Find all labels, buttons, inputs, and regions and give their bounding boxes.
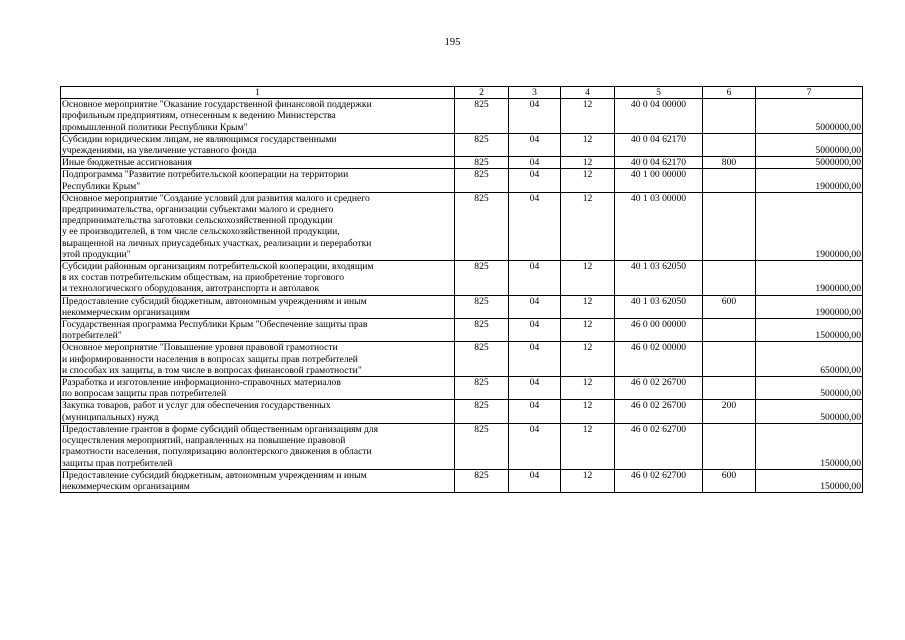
target-article-cell: 46 0 02 00000: [615, 342, 703, 377]
expense-type-cell: [703, 99, 756, 134]
section-code-cell: 04: [509, 423, 561, 469]
row-name-line: этой продукции": [62, 248, 131, 260]
section-code-cell: 04: [509, 377, 561, 400]
subsection-code-cell: 12: [561, 169, 615, 192]
row-name-line: Республики Крым": [62, 180, 141, 192]
row-name-line: грамотности населения, популяризацию волонтерского движения в области: [62, 446, 372, 458]
amount-cell: 650000,00: [756, 342, 863, 377]
table-row: [61, 319, 863, 342]
row-name-line: Субсидии районным организациям потребительской кооперации, входящим: [62, 261, 374, 273]
grbs-code-cell: 825: [455, 157, 509, 169]
grbs-code-cell: 825: [455, 169, 509, 192]
amount-cell: 1900000,00: [756, 192, 863, 260]
amount-cell: 5000000,00: [756, 99, 863, 134]
row-name-line: Разработка и изготовление информационно-справочных материалов: [62, 377, 341, 389]
section-code-cell: 04: [509, 261, 561, 296]
row-name-line: Основное мероприятие "Оказание государственной финансовой поддержки: [62, 99, 372, 111]
row-name-cell: [61, 400, 455, 423]
row-name-line: и информированности населения в вопросах защиты прав потребителей: [62, 353, 358, 365]
row-name-cell: [61, 423, 455, 469]
table-row: [61, 192, 863, 260]
target-article-cell: 46 0 02 26700: [615, 400, 703, 423]
row-name-line: у ее производителей, в том числе сельскохозяйственной продукции,: [62, 226, 340, 238]
target-article-cell: 46 0 00 00000: [615, 319, 703, 342]
target-article-cell: 40 1 03 00000: [615, 192, 703, 260]
amount-cell: 5000000,00: [756, 133, 863, 156]
subsection-code-cell: 12: [561, 319, 615, 342]
table-row: [61, 469, 863, 492]
section-code-cell: 04: [509, 469, 561, 492]
row-name-line: (муниципальных) нужд: [62, 411, 159, 423]
table-row: [61, 423, 863, 469]
target-article-cell: 40 1 00 00000: [615, 169, 703, 192]
row-name-cell: [61, 295, 455, 318]
budget-table: [60, 86, 863, 493]
column-header-row: [61, 87, 863, 99]
target-article-cell: 40 1 03 62050: [615, 295, 703, 318]
section-code-cell: 04: [509, 99, 561, 134]
target-article-cell: 46 0 02 26700: [615, 377, 703, 400]
grbs-code-cell: 825: [455, 319, 509, 342]
row-name-cell: [61, 342, 455, 377]
table-row: [61, 99, 863, 134]
grbs-code-cell: 825: [455, 377, 509, 400]
grbs-code-cell: 825: [455, 400, 509, 423]
row-name-line: Закупка товаров, работ и услуг для обеспечения государственных: [62, 400, 331, 412]
table-row: [61, 157, 863, 169]
target-article-cell: 40 0 04 00000: [615, 99, 703, 134]
row-name-line: Государственная программа Республики Крым "Обеспечение защиты прав: [62, 319, 368, 331]
subsection-code-cell: 12: [561, 342, 615, 377]
row-name-line: защиты прав потребителей: [62, 457, 173, 469]
expense-type-cell: 600: [703, 469, 756, 492]
expense-type-cell: [703, 377, 756, 400]
grbs-code-cell: 825: [455, 261, 509, 296]
expense-type-cell: 200: [703, 400, 756, 423]
row-name-cell: [61, 133, 455, 156]
target-article-cell: 46 0 02 62700: [615, 469, 703, 492]
table-body: [61, 99, 863, 493]
row-name-line: Иные бюджетные ассигнования: [62, 157, 192, 169]
column-header: 6: [703, 87, 756, 99]
row-name-line: Субсидии юридическим лицам, не являющимся государственными: [62, 133, 337, 145]
row-name-line: предпринимательства заготовки сельскохозяйственной продукции: [62, 215, 333, 227]
amount-cell: 1900000,00: [756, 169, 863, 192]
row-name-line: и технологического оборудования, автотранспорта и автолавок: [62, 283, 320, 295]
row-name-line: предпринимательства, организации субъектами малого и среднего: [62, 204, 334, 216]
row-name-cell: [61, 99, 455, 134]
table-row: [61, 169, 863, 192]
expense-type-cell: [703, 342, 756, 377]
row-name-line: Предоставление субсидий бюджетным, автономным учреждениям и иным: [62, 295, 367, 307]
row-name-cell: [61, 469, 455, 492]
grbs-code-cell: 825: [455, 133, 509, 156]
target-article-cell: 40 0 04 62170: [615, 133, 703, 156]
subsection-code-cell: 12: [561, 133, 615, 156]
amount-cell: 5000000,00: [756, 157, 863, 169]
row-name-line: Подпрограмма "Развитие потребительской кооперации на территории: [62, 169, 349, 181]
subsection-code-cell: 12: [561, 423, 615, 469]
expense-type-cell: [703, 261, 756, 296]
subsection-code-cell: 12: [561, 469, 615, 492]
row-name-cell: [61, 169, 455, 192]
table-row: [61, 377, 863, 400]
row-name-line: Предоставление субсидий бюджетным, автономным учреждениям и иным: [62, 469, 367, 481]
subsection-code-cell: 12: [561, 261, 615, 296]
section-code-cell: 04: [509, 295, 561, 318]
subsection-code-cell: 12: [561, 295, 615, 318]
table-row: [61, 400, 863, 423]
row-name-line: Предоставление грантов в форме субсидий общественным организациям для: [62, 423, 379, 435]
row-name-line: некоммерческим организациям: [62, 480, 190, 492]
grbs-code-cell: 825: [455, 192, 509, 260]
row-name-line: и способах их защиты, в том числе в вопросах финансовой грамотности": [62, 364, 362, 376]
expense-type-cell: [703, 192, 756, 260]
table-row: [61, 342, 863, 377]
row-name-line: потребителей": [62, 330, 122, 342]
section-code-cell: 04: [509, 192, 561, 260]
amount-cell: 150000,00: [756, 423, 863, 469]
amount-cell: 1500000,00: [756, 319, 863, 342]
amount-cell: 150000,00: [756, 469, 863, 492]
section-code-cell: 04: [509, 157, 561, 169]
target-article-cell: 40 0 04 62170: [615, 157, 703, 169]
grbs-code-cell: 825: [455, 342, 509, 377]
section-code-cell: 04: [509, 169, 561, 192]
section-code-cell: 04: [509, 319, 561, 342]
row-name-cell: [61, 319, 455, 342]
row-name-cell: [61, 157, 455, 169]
expense-type-cell: [703, 423, 756, 469]
row-name-cell: [61, 261, 455, 296]
column-header: 4: [561, 87, 615, 99]
row-name-line: промышленной политики Республики Крым": [62, 121, 248, 133]
row-name-line: в их состав потребительским обществам, на приобретение торгового: [62, 272, 345, 284]
amount-cell: 500000,00: [756, 377, 863, 400]
row-name-line: Основное мероприятие "Создание условий для развития малого и среднего: [62, 192, 370, 204]
amount-cell: 1900000,00: [756, 295, 863, 318]
section-code-cell: 04: [509, 400, 561, 423]
section-code-cell: 04: [509, 133, 561, 156]
table-row: [61, 133, 863, 156]
expense-type-cell: 600: [703, 295, 756, 318]
column-header: 1: [61, 87, 455, 99]
amount-cell: 1900000,00: [756, 261, 863, 296]
row-name-line: профильным предприятиям, отнесенным к ведению Министерства: [62, 110, 336, 122]
row-name-line: по вопросам защиты прав потребителей: [62, 388, 227, 400]
target-article-cell: 40 1 03 62050: [615, 261, 703, 296]
expense-type-cell: [703, 133, 756, 156]
subsection-code-cell: 12: [561, 377, 615, 400]
target-article-cell: 46 0 02 62700: [615, 423, 703, 469]
row-name-line: выращенной на личных приусадебных участках, реализации и переработки: [62, 237, 372, 249]
subsection-code-cell: 12: [561, 157, 615, 169]
table-row: [61, 295, 863, 318]
page-number: 195: [444, 37, 461, 48]
subsection-code-cell: 12: [561, 400, 615, 423]
row-name-line: учреждениями, на увеличение уставного фонда: [62, 145, 257, 157]
subsection-code-cell: 12: [561, 192, 615, 260]
grbs-code-cell: 825: [455, 295, 509, 318]
column-header: 3: [509, 87, 561, 99]
row-name-line: некоммерческим организациям: [62, 306, 190, 318]
section-code-cell: 04: [509, 342, 561, 377]
grbs-code-cell: 825: [455, 99, 509, 134]
column-header: 7: [756, 87, 863, 99]
column-header: 5: [615, 87, 703, 99]
subsection-code-cell: 12: [561, 99, 615, 134]
table-row: [61, 261, 863, 296]
grbs-code-cell: 825: [455, 469, 509, 492]
expense-type-cell: 800: [703, 157, 756, 169]
row-name-cell: [61, 377, 455, 400]
row-name-cell: [61, 192, 455, 260]
expense-type-cell: [703, 319, 756, 342]
expense-type-cell: [703, 169, 756, 192]
column-header: 2: [455, 87, 509, 99]
row-name-line: Основное мероприятие "Повышение уровня правовой грамотности: [62, 342, 338, 354]
row-name-line: осуществления мероприятий, направленных на повышение правовой: [62, 435, 346, 447]
grbs-code-cell: 825: [455, 423, 509, 469]
amount-cell: 500000,00: [756, 400, 863, 423]
